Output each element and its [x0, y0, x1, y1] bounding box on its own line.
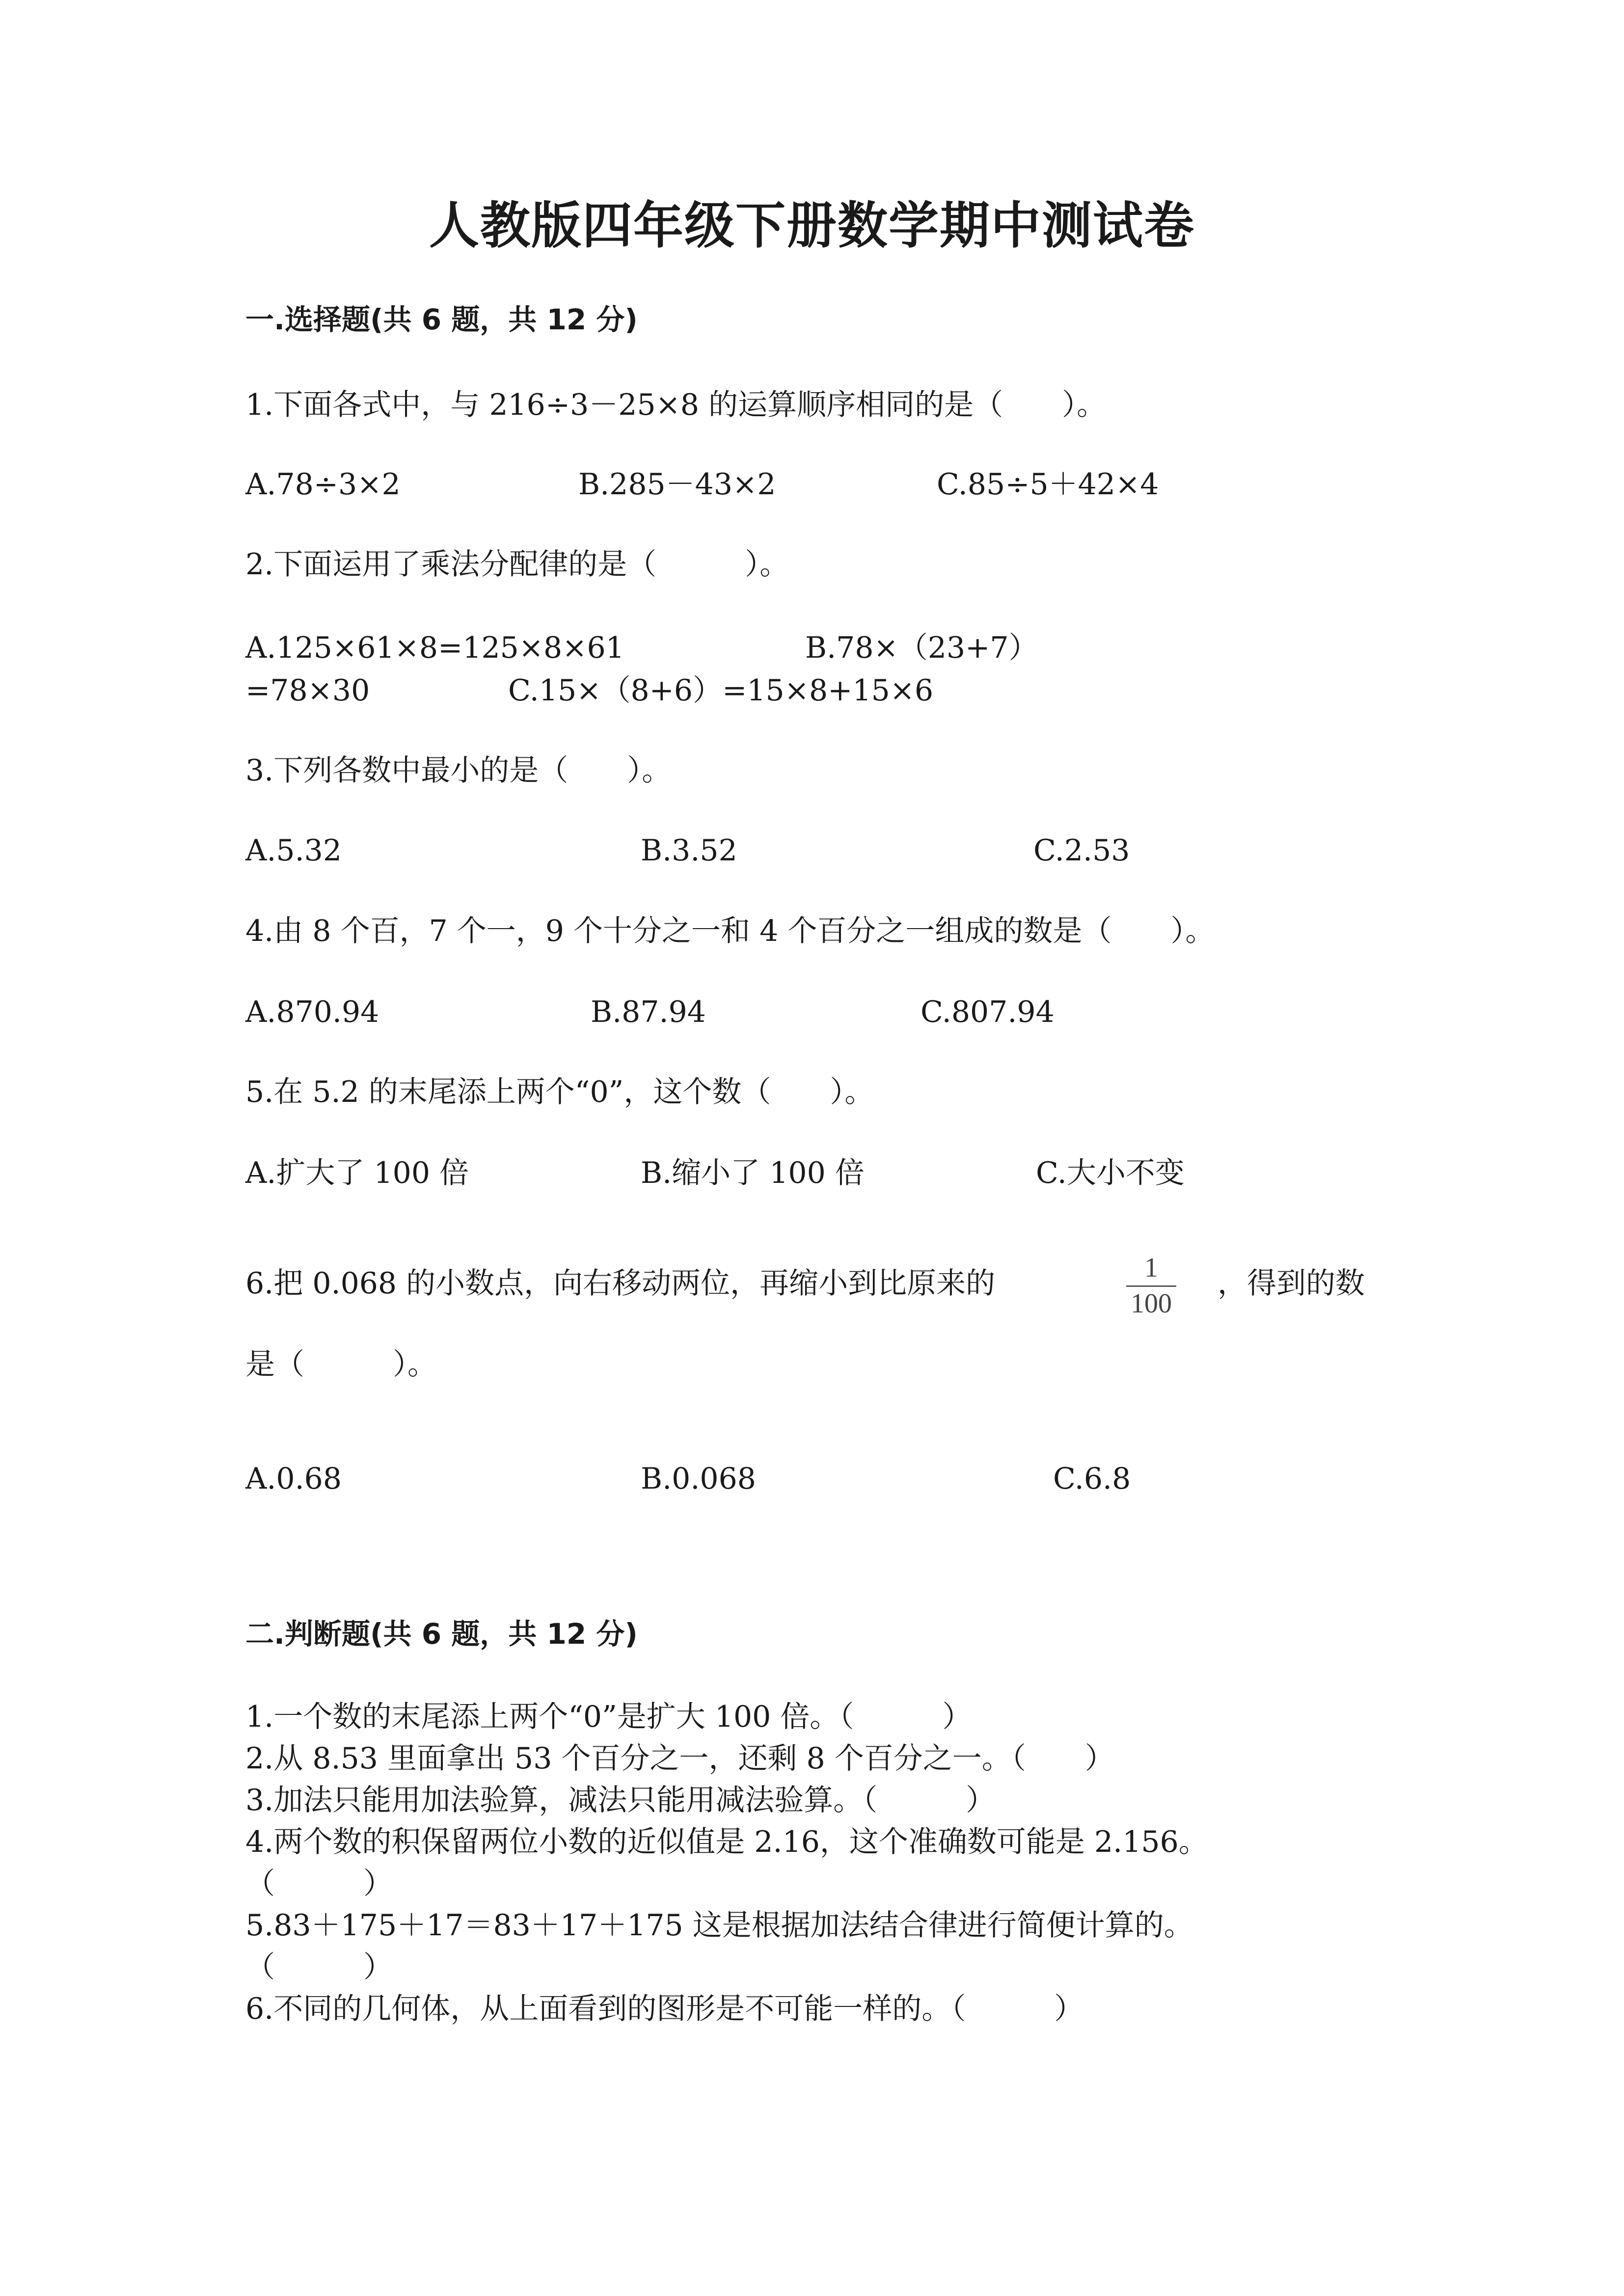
judgement-line-5: 5.83＋175＋17＝83＋17＋175 这是根据加法结合律进行简便计算的。	[245, 1908, 1193, 1943]
question-6-stem: 6.把 0.068 的小数点，向右移动两位，再缩小到比原来的	[245, 1266, 996, 1301]
question-2-stem: 2.下面运用了乘法分配律的是（ ）。	[245, 547, 789, 582]
question-1-option-c: C.85÷5＋42×4	[937, 467, 1159, 502]
fraction-numerator: 1	[1144, 1253, 1158, 1283]
question-1-option-b: B.285－43×2	[578, 467, 776, 502]
question-6-stem-line2: 是（ ）。	[245, 1347, 437, 1382]
question-3-option-b: B.3.52	[641, 833, 737, 868]
question-4-option-c: C.807.94	[920, 995, 1055, 1029]
question-6-option-b: B.0.068	[641, 1462, 756, 1496]
judgement-line-4: 4.两个数的积保留两位小数的近似值是 2.16，这个准确数可能是 2.156。	[245, 1825, 1208, 1859]
question-3-option-a: A.5.32	[245, 833, 342, 868]
judgement-line-1: 1.一个数的末尾添上两个“0”是扩大 100 倍。（ ）	[245, 1700, 972, 1734]
question-6-option-c: C.6.8	[1053, 1462, 1131, 1496]
judgement-line-5-paren: （ ）	[245, 1950, 393, 1984]
fraction-one-hundredth	[1124, 1254, 1178, 1317]
question-4-option-b: B.87.94	[591, 995, 706, 1029]
question-2-option-b: B.78×（23+7）	[805, 631, 1038, 665]
question-5-option-b: B.缩小了 100 倍	[641, 1156, 865, 1190]
page-title: 人教版四年级下册数学期中测试卷	[429, 197, 1195, 255]
question-5-option-c: C.大小不变	[1036, 1156, 1185, 1190]
judgement-line-4-paren: （ ）	[245, 1867, 393, 1901]
question-1-option-a: A.78÷3×2	[245, 467, 401, 502]
question-4-option-a: A.870.94	[245, 995, 379, 1029]
question-1-stem: 1.下面各式中，与 216÷3－25×8 的运算顺序相同的是（ ）。	[245, 388, 1107, 422]
fraction-denominator: 100	[1131, 1288, 1172, 1319]
question-3-stem: 3.下列各数中最小的是（ ）。	[245, 753, 672, 788]
question-2-option-b-cont: =78×30	[245, 673, 370, 708]
judgement-line-6: 6.不同的几何体，从上面看到的图形是不可能一样的。（ ）	[245, 1992, 1084, 2026]
question-4-stem: 4.由 8 个百，7 个一，9 个十分之一和 4 个百分之一组成的数是（ ）。	[245, 914, 1215, 948]
fraction-bar	[1126, 1285, 1176, 1287]
section-heading-choice: 一.选择题(共 6 题，共 12 分)	[245, 303, 638, 336]
question-6-option-a: A.0.68	[245, 1462, 342, 1496]
question-2-option-a: A.125×61×8=125×8×61	[245, 631, 624, 665]
judgement-line-3: 3.加法只能用加法验算，减法只能用减法验算。（ ）	[245, 1783, 996, 1817]
question-5-stem: 5.在 5.2 的末尾添上两个“0”，这个数（ ）。	[245, 1075, 874, 1109]
question-2-option-c: C.15×（8+6）=15×8+15×6	[508, 673, 934, 708]
question-6-stem-cont: ，得到的数	[1218, 1266, 1365, 1301]
question-3-option-c: C.2.53	[1033, 833, 1130, 868]
question-5-option-a: A.扩大了 100 倍	[245, 1156, 469, 1190]
section-heading-judgement: 二.判断题(共 6 题，共 12 分)	[245, 1617, 638, 1651]
judgement-line-2: 2.从 8.53 里面拿出 53 个百分之一，还剩 8 个百分之一。（ ）	[245, 1741, 1114, 1776]
